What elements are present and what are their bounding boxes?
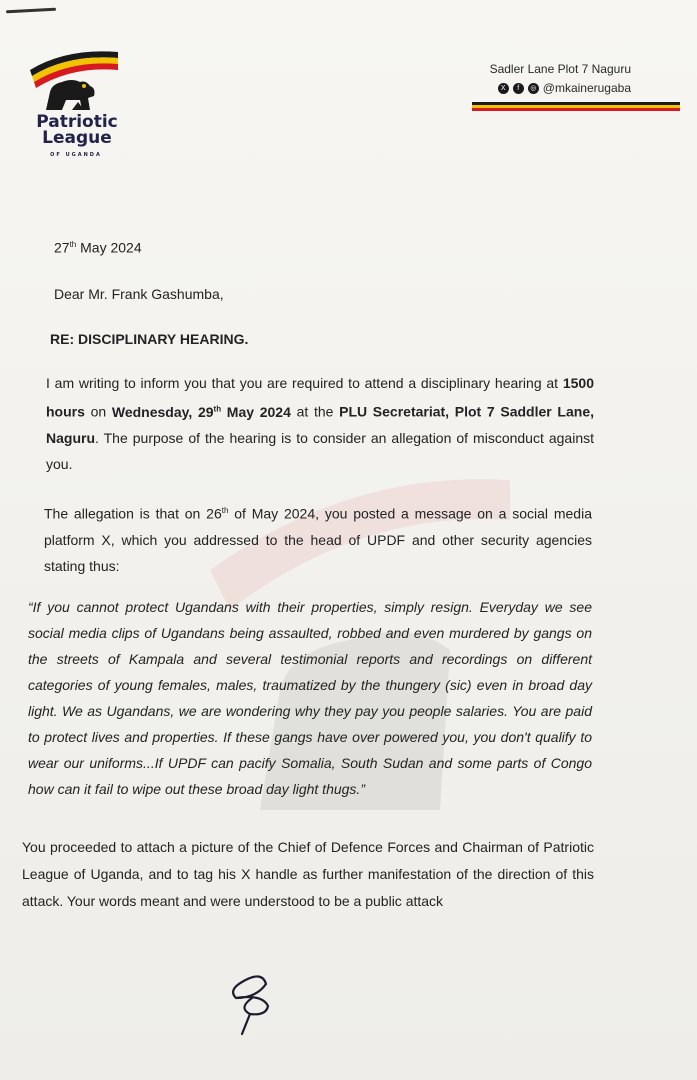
lion-flag-emblem-icon [26,48,122,114]
paragraph-allegation: The allegation is that on 26th of May 2024, you posted a message on a social media platform X, which you addressed to the head of UPDF and other security agencies stating thus: [44,505,592,574]
salutation: Dear Mr. Frank Gashumba, [54,286,224,302]
x-icon: X [498,83,509,94]
header-stripes [472,102,680,111]
social-row [490,81,631,95]
subject-line: RE: DISCIPLINARY HEARING. [50,331,249,347]
paragraph-attachment: You proceeded to attach a picture of the Chief of Defence Forces and Chairman of Patriotic League of Uganda, and to tag his X handle as further manifestation of the direction of this attack. Your words meant and were understood to be a public attack [22,839,594,909]
address: Sadler Lane Plot 7 Naguru [489,62,631,76]
stripe-red [472,108,680,111]
facebook-icon: f [513,83,524,94]
org-name: Patriotic League [36,112,118,148]
instagram-icon: ◎ [528,83,539,94]
logo [18,48,128,168]
pen-mark [6,8,56,14]
quoted-post: “If you cannot protect Ugandans with their properties, simply resign. Everyday we see social media clips of Ugandans being assaulted, robbed and even murdered by gangs on the streets of Kampala and several testimonial reports and recordings on different categories of young females, males, traumatized by the thungery (sic) even in broad day light. We as Ugandans, we are wondering why they pay you people salaries. You are paid to protect lives and properties. If these gangs have over powered you, you don't qualify to wear our uniforms...If UPDF can pacify Somalia, South Sudan and some parts of Congo how can it fail to wipe out these broad day light thugs.” [28,599,592,797]
social-handle: @mkainerugaba [542,81,631,95]
paragraph-hearing-notice: I am writing to inform you that you are required to attend a disciplinary hearing at 1500 hours on Wednesday, 29th May 2024 at the PLU Secretariat, Plot 7 Saddler Lane, Naguru. The purpose of the hearing is to consider an allegation of misconduct against you. [46,375,594,472]
letter-date: 27th May 2024 [54,239,142,256]
contact-block [490,62,631,95]
org-name-sub: OF UGANDA [50,152,102,158]
initials-signature-icon [222,968,282,1038]
